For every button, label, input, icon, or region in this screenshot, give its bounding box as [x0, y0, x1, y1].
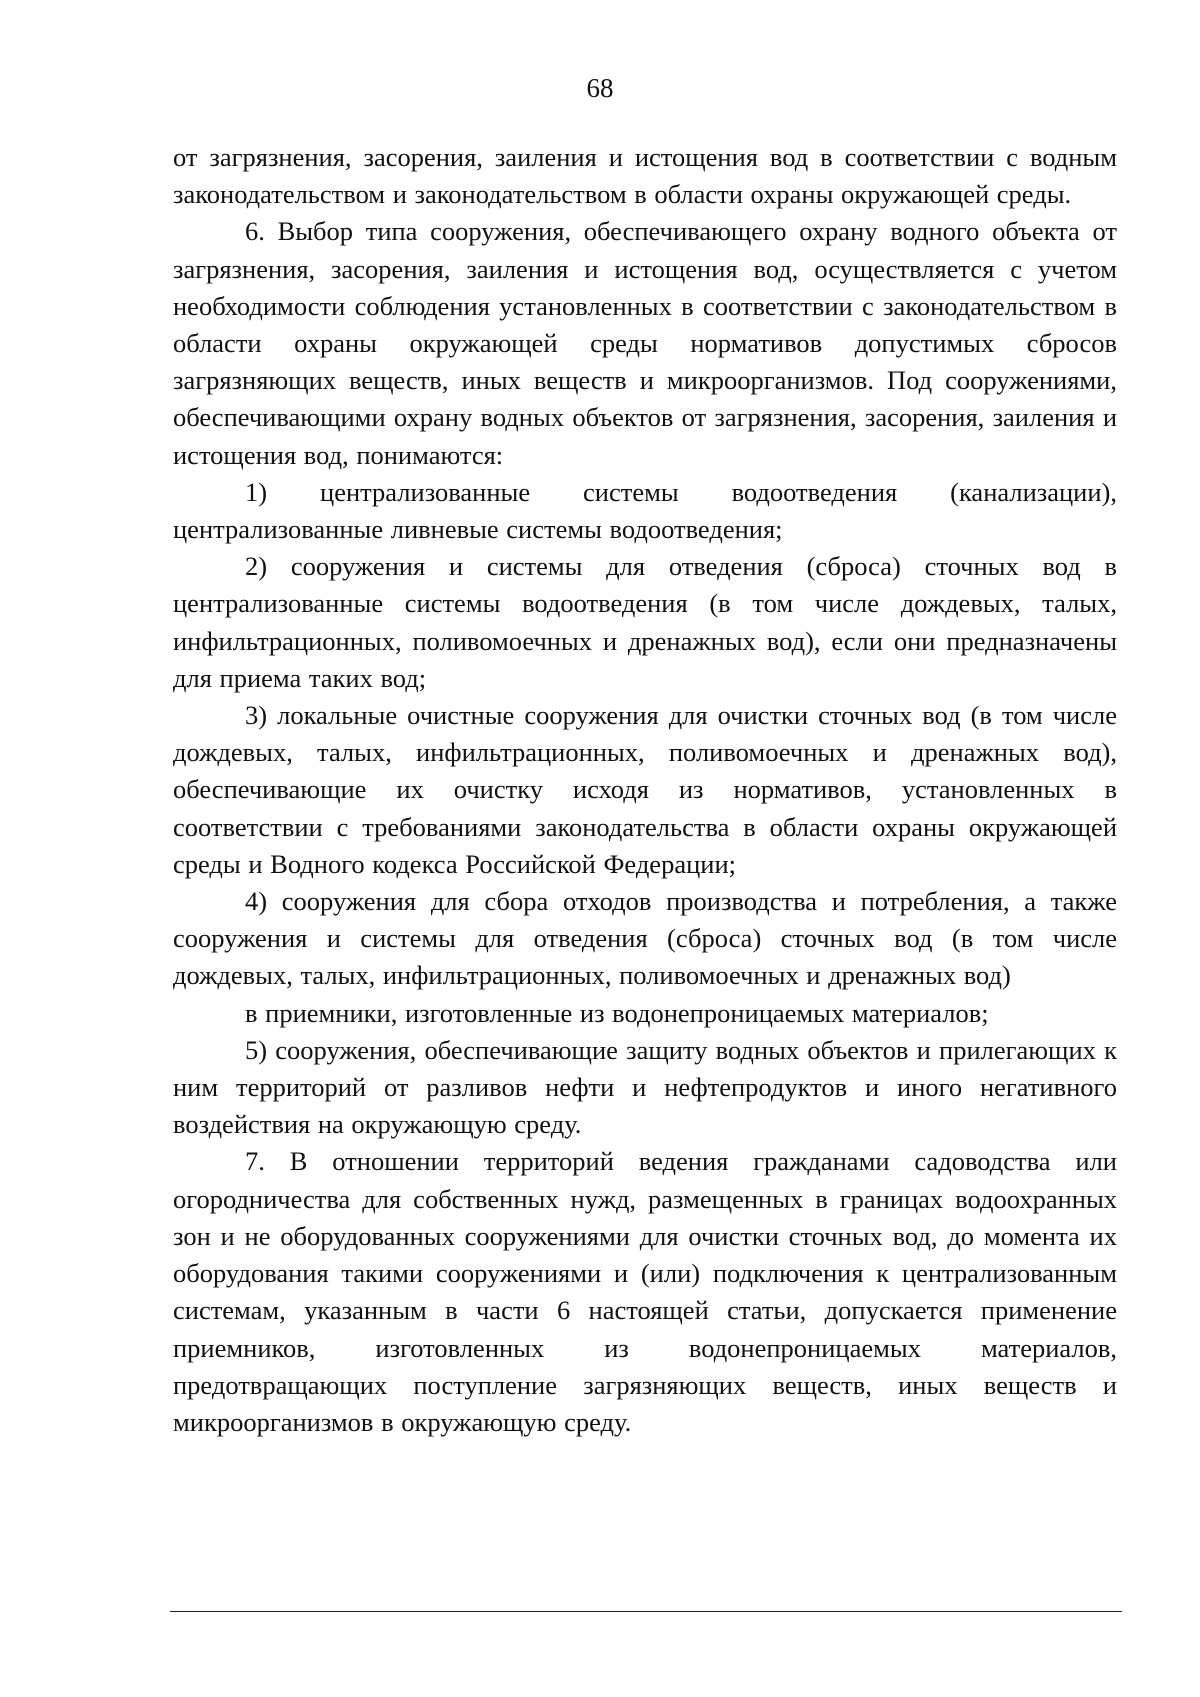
- list-item-2: 2) сооружения и системы для отведения (сброса) сточных вод в централизованные системы водоотведения (в том числе дождевых, талых, инфильтрационных, поливомоечных и дренажных вод), если они предназначены для приема таких вод;: [173, 551, 1117, 693]
- footer-divider: [170, 1611, 1122, 1612]
- page-number: 68: [586, 73, 614, 103]
- paragraph-part-6: 6. Выбор типа сооружения, обеспечивающего охрану водного объекта от загрязнения, засорения, заиления и истощения вод, осуществляется с учетом необходимости соблюдения установленных в соответствии с законодательством в области охраны окружающей среды нормативов допустимых сбросов загрязняющих веществ, иных веществ и микроорганизмов. Под сооружениями, обеспечивающими охрану водных объектов от загрязнения, засорения, заиления и истощения вод, понимаются:: [173, 216, 1117, 470]
- paragraph-continuation: от загрязнения, засорения, заиления и истощения вод в соответствии с водным законодательством и законодательством в области охраны окружающей среды.: [173, 142, 1117, 210]
- list-item-5: 5) сооружения, обеспечивающие защиту водных объектов и прилегающих к ним территорий от разливов нефти и нефтепродуктов и иного негативного воздействия на окружающую среду.: [173, 1034, 1117, 1140]
- list-item-4: 4) сооружения для сбора отходов производства и потребления, а также сооружения и системы для отведения (сброса) сточных вод (в том числе дождевых, талых, инфильтрационных, поливомоечных и дренажных вод): [173, 886, 1117, 991]
- document-body: [173, 139, 1117, 1441]
- list-item-4-continuation: в приемники, изготовленные из водонепроницаемых материалов;: [245, 997, 989, 1028]
- list-item-3: 3) локальные очистные сооружения для очистки сточных вод (в том числе дождевых, талых, инфильтрационных, поливомоечных и дренажных вод), обеспечивающие их очистку исходя из нормативов, установленных в соответствии с требованиями законодательства в области охраны окружающей среды и Водного кодекса Российской Федерации;: [173, 700, 1117, 879]
- paragraph-part-7: 7. В отношении территорий ведения гражданами садоводства или огородничества для собственных нужд, размещенных в границах водоохранных зон и не оборудованных сооружениями для очистки сточных вод, до момента их оборудования такими сооружениями и (или) подключения к централизованным системам, указанным в части 6 настоящей статьи, допускается применение приемников, изготовленных из водонепроницаемых материалов, предотвращающих поступление загрязняющих веществ, иных веществ и микроорганизмов в окружающую среду.: [173, 1146, 1117, 1437]
- list-item-1: 1) централизованные системы водоотведения (канализации), централизованные ливневые системы водоотведения;: [173, 476, 1117, 545]
